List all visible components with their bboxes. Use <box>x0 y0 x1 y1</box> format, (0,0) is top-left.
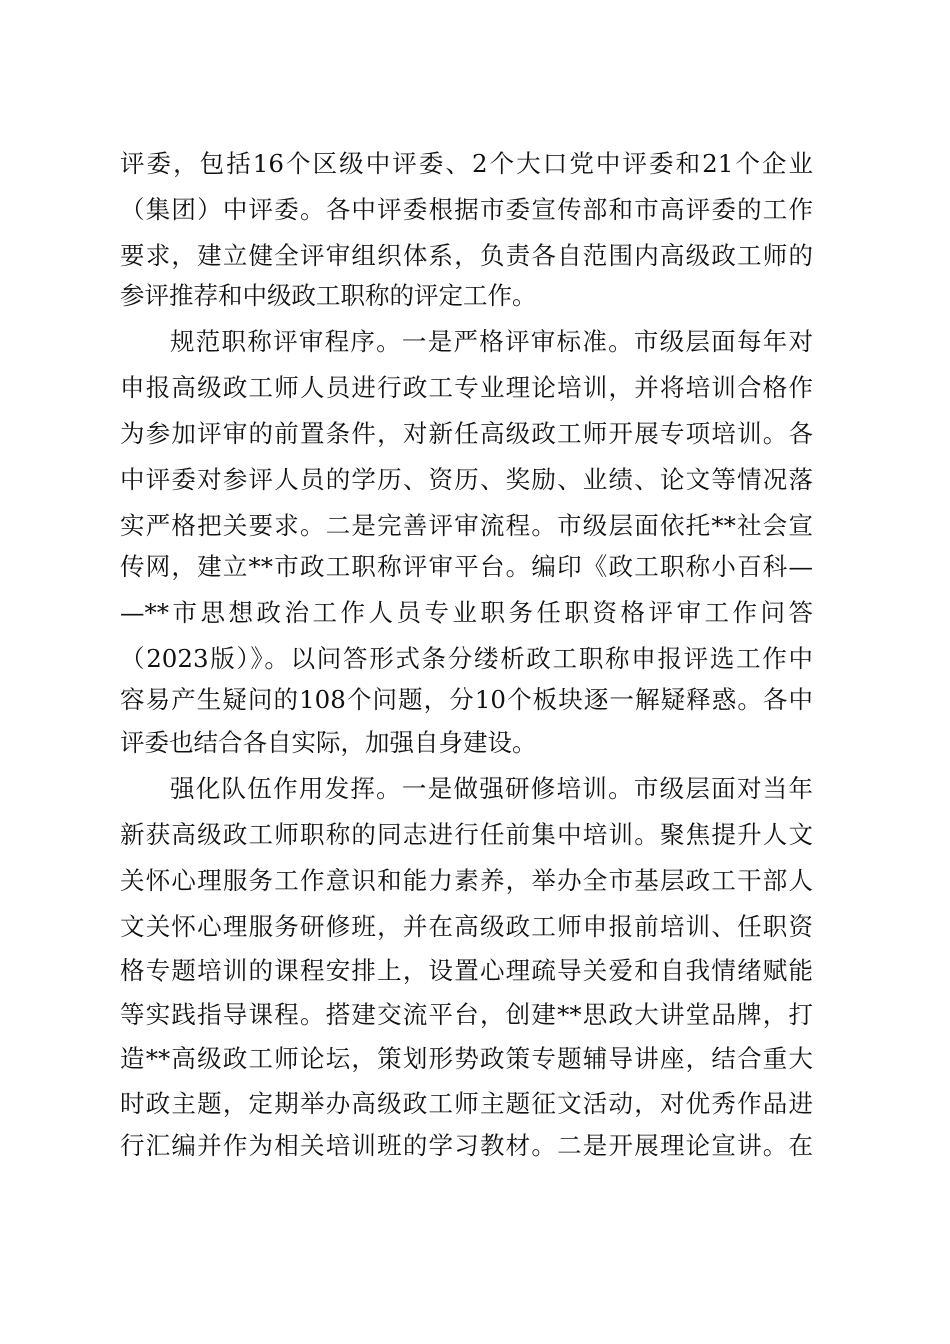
body-text-line: 要求，建立健全评审组织体系，负责各自范围内高级政工师的 <box>120 241 813 270</box>
body-text-line: 评委，包括16个区级中评委、2个大口党中评委和21个企业 <box>120 149 813 178</box>
body-text-line: 关怀心理服务工作意识和能力素养，举办全市基层政工干部人 <box>120 866 813 895</box>
body-text-line: （2023版）》。以问答形式条分缕析政工职称申报评选工作中 <box>120 644 813 673</box>
body-text-line: 参评推荐和中级政工职称的评定工作。 <box>120 281 537 310</box>
body-text-line: 实严格把关要求。二是完善评审流程。市级层面依托**社会宣 <box>120 511 813 540</box>
body-text-line: （集团）中评委。各中评委根据市委宣传部和市高评委的工作 <box>120 195 813 224</box>
paragraph-first-line: 强化队伍作用发挥。一是做强研修培训。市级层面对当年 <box>170 774 813 803</box>
body-text-line: 等实践指导课程。搭建交流平台，创建**思政大讲堂品牌，打 <box>120 1000 813 1029</box>
paragraph-first-line: 规范职称评审程序。一是严格评审标准。市级层面每年对 <box>170 327 813 356</box>
body-text-line: 格专题培训的课程安排上，设置心理疏导关爱和自我情绪赋能 <box>120 956 813 985</box>
body-text-line: 为参加评审的前置条件，对新任高级政工师开展专项培训。各 <box>120 419 813 448</box>
body-text-line: 文关怀心理服务研修班，并在高级政工师申报前培训、任职资 <box>120 912 813 941</box>
body-text-line: 造**高级政工师论坛，策划形势政策专题辅导讲座，结合重大 <box>120 1044 813 1073</box>
body-text-line: 容易产生疑问的108个问题，分10个板块逐一解疑释惑。各中 <box>120 685 813 714</box>
body-text-line: 中评委对参评人员的学历、资历、奖励、业绩、论文等情况落 <box>120 465 813 494</box>
body-text-line: 时政主题，定期举办高级政工师主题征文活动，对优秀作品进 <box>120 1089 813 1118</box>
body-text-line: 新获高级政工师职称的同志进行任前集中培训。聚焦提升人文 <box>120 820 813 849</box>
body-text-line: 申报高级政工师人员进行政工专业理论培训，并将培训合格作 <box>120 373 813 402</box>
body-text-line: 传网，建立**市政工职称评审平台。编印《政工职称小百科— <box>120 552 813 581</box>
body-text-line: —**市思想政治工作人员专业职务任职资格评审工作问答 <box>120 598 813 627</box>
body-text-line: 行汇编并作为相关培训班的学习教材。二是开展理论宣讲。在 <box>120 1131 813 1160</box>
body-text-line: 评委也结合各自实际，加强自身建设。 <box>120 728 537 757</box>
